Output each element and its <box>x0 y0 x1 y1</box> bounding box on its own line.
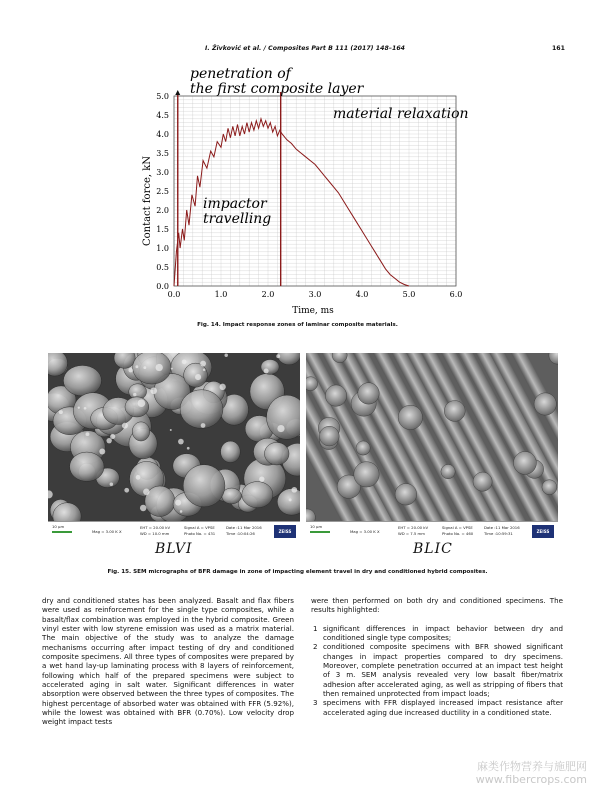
signal-photo: Signal A = VPSE Photo No. = 460 <box>442 525 474 536</box>
magnification: Mag = 3.00 K X <box>92 529 122 534</box>
scale-label: 10 µm <box>310 524 323 529</box>
running-header <box>0 45 595 57</box>
y-axis-label: Contact force, kN <box>142 155 153 247</box>
date-time: Date :11 Mar 2016 Time :10:59:31 <box>484 525 520 536</box>
x-tick-label: 3.0 <box>308 290 322 299</box>
y-tick-label: 4.0 <box>156 130 169 139</box>
zeiss-logo: ZEISS <box>532 525 554 538</box>
y-tick-label: 3.5 <box>156 149 169 158</box>
zeiss-logo: ZEISS <box>274 525 296 538</box>
label-blic: BLIC <box>413 541 453 557</box>
y-tick-label: 2.5 <box>156 187 169 196</box>
sem-image-blvi <box>48 353 300 541</box>
y-tick-label: 1.5 <box>156 225 169 234</box>
caption-text: SEM micrographs of BFR damage in zone of impacting element travel in dry and conditioned hybrid composites. <box>133 569 488 575</box>
date-time: Date :11 Mar 2016 Time :10:04:26 <box>226 525 262 536</box>
watermark <box>476 760 587 786</box>
x-tick-label: 4.0 <box>355 290 369 299</box>
y-tick-label: 3.0 <box>156 168 169 177</box>
figure-15-caption <box>0 569 595 575</box>
left-column <box>42 596 294 727</box>
y-tick-label: 0.0 <box>156 282 169 291</box>
eht-wd: EHT = 20.00 kV WD = 7.5 mm <box>398 525 429 536</box>
annotation-travelling-2: travelling <box>203 211 272 227</box>
scale-bar <box>52 531 72 533</box>
annotation-relaxation: material relaxation <box>333 106 469 122</box>
sem-micrograph-blvi <box>48 353 300 521</box>
watermark-line-1: 麻类作物营养与施肥网 <box>477 760 587 773</box>
caption-label: Fig. 14. <box>197 322 221 328</box>
y-tick-label: 4.5 <box>156 111 169 120</box>
sem-image-blic <box>306 353 558 541</box>
body-paragraph: dry and conditioned states has been analyzed. Basalt and flax fibers were used as reinforcement for the single type composites, while a basalt/flax combination was employed in the hybrid composite. Green vinyl ester with low styrene emission was used as a matrix material. The main objective of the study was to analyze the damage mechanisms occurring after impact testing of dry and conditioned composite specimens. All three types of composites were prepared by a wet hand lay-up laminating process with 8 layers of reinforcement, following which half of the prepared specimens were subject to accelerated aging in salt water. Significant differences in water absorption were observed between the three types of composites. The highest percentage of absorbed water was obtained with FFR (5.92%), while the lowest was obtained with BFR (0.70%). Low velocity drop weight impact tests <box>42 596 294 727</box>
results-intro: were then performed on both dry and conditioned specimens. The results highlighted: <box>311 596 563 615</box>
y-tick-label: 0.5 <box>156 263 169 272</box>
right-column <box>311 596 563 717</box>
eht-wd: EHT = 20.00 kV WD = 10.0 mm <box>140 525 171 536</box>
y-tick-label: 5.0 <box>156 92 169 101</box>
x-tick-label: 2.0 <box>261 290 275 299</box>
signal-photo: Signal A = VPSE Photo No. = 431 <box>184 525 216 536</box>
arrow-icon <box>175 90 180 95</box>
force-time-plot <box>140 60 470 322</box>
y-tick-label: 2.0 <box>156 206 169 215</box>
caption-label: Fig. 15. <box>107 569 132 575</box>
label-blvi: BLVI <box>155 541 193 557</box>
page-number: 161 <box>552 45 565 52</box>
scale-label: 10 µm <box>52 524 65 529</box>
sem-info-bar <box>48 521 300 541</box>
figure-14-caption <box>0 322 595 328</box>
journal-reference: I. Živković et al. / Composites Part B 111 (2017) 148–164 <box>205 45 406 52</box>
x-tick-label: 1.0 <box>214 290 228 299</box>
annotation-travelling-1: impactor <box>203 196 267 212</box>
sem-info-bar <box>306 521 558 541</box>
watermark-line-2: www.fibercrops.com <box>475 773 587 786</box>
annotation-penetration-1: penetration of <box>190 66 291 82</box>
sem-micrograph-blic <box>306 353 558 521</box>
list-item: 3 specimens with FFR displayed increased impact resistance after accelerated aging due increased ductility in a conditioned state. <box>313 698 563 717</box>
y-tick-label: 1.0 <box>156 244 169 253</box>
x-tick-label: 5.0 <box>402 290 416 299</box>
x-tick-label: 6.0 <box>449 290 463 299</box>
list-item: 2 conditioned composite specimens with BFR showed significant changes in impact properties compared to dry specimens. Moreover, complete penetration occurred at an impact test height of 3 m. SEM analysis revealed very low basalt fiber/matrix adhesion after accelerated aging, as well as stripping of fibers that then remained unprotected from impact loads; <box>313 642 563 699</box>
results-list <box>311 624 563 717</box>
x-axis-label: Time, ms <box>292 306 334 316</box>
figure-14-chart <box>140 60 470 322</box>
list-item: 1 significant differences in impact behavior between dry and conditioned single type composites; <box>313 623 563 643</box>
magnification: Mag = 3.00 K X <box>350 529 380 534</box>
x-tick-label: 0.0 <box>167 290 181 299</box>
caption-text: Impact response zones of laminar composite materials. <box>222 322 398 328</box>
annotation-penetration-2: the first composite layer <box>190 81 364 97</box>
scale-bar <box>310 531 330 533</box>
